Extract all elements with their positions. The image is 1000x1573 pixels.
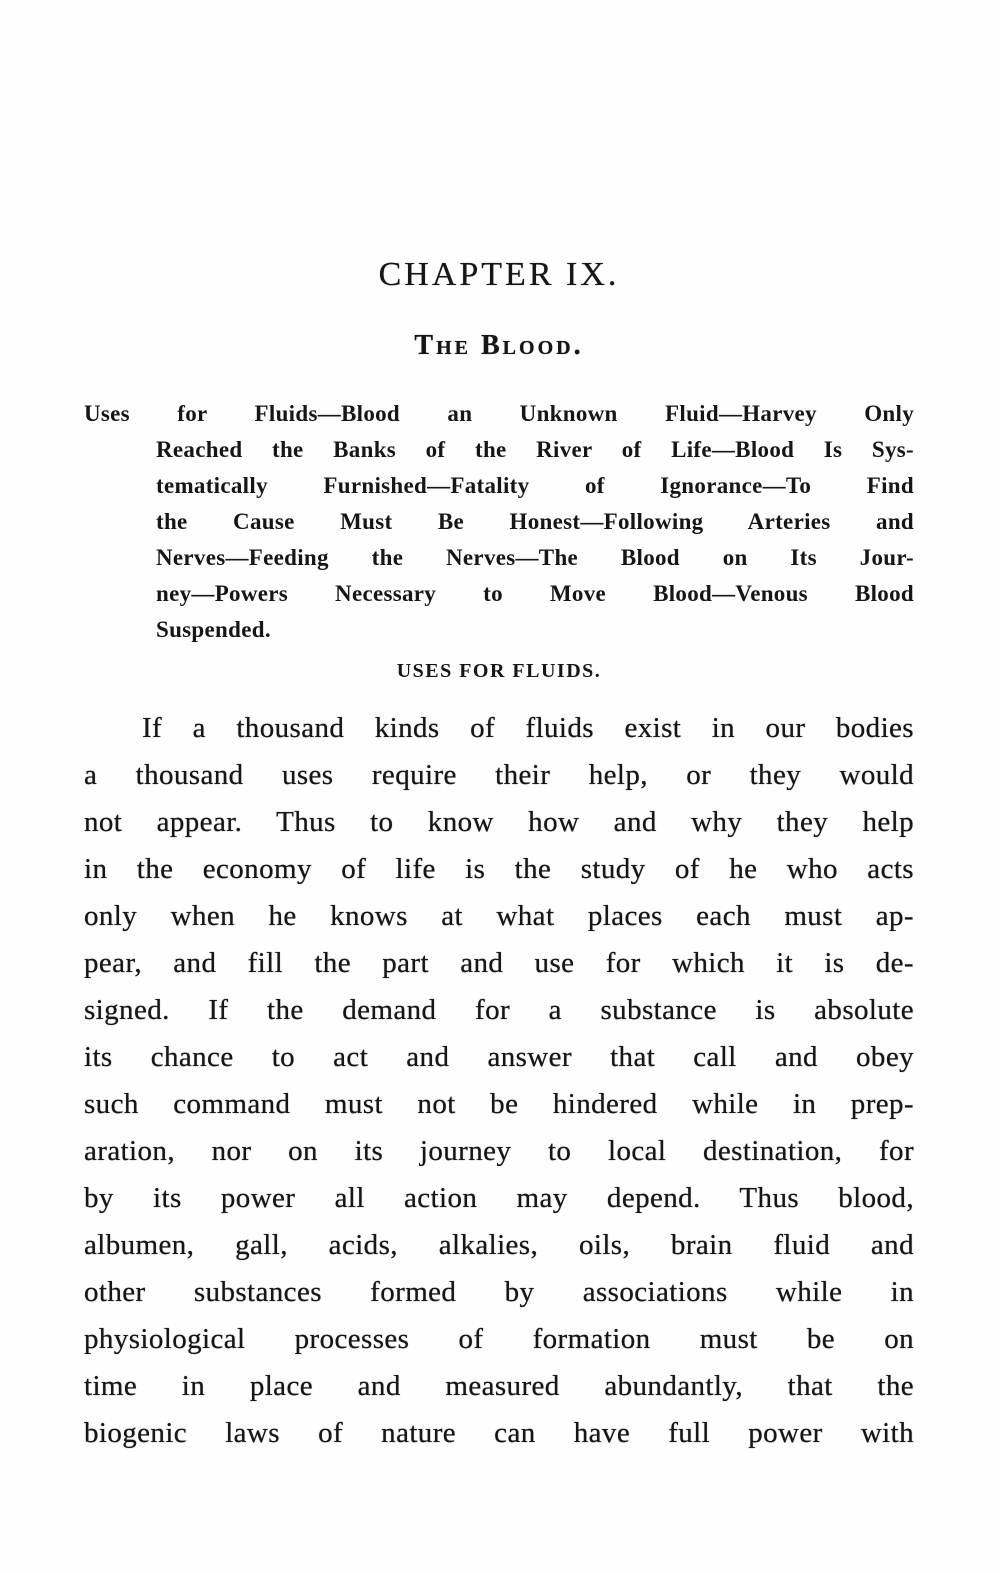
text-line: its chance to act and answer that call and obey — [84, 1041, 914, 1073]
text-line: such command must not be hindered while in prep- — [84, 1088, 914, 1120]
text-line: a thousand uses require their help, or they would — [84, 759, 914, 791]
text-line: not appear. Thus to know how and why they help — [84, 806, 914, 838]
text-line: tematically Furnished—Fatality of Ignorance—To Find — [156, 473, 914, 498]
text-line: aration, nor on its journey to local destination, for — [84, 1135, 914, 1167]
chapter-synopsis — [84, 396, 914, 648]
text-line: Reached the Banks of the River of Life—Blood Is Sys- — [156, 437, 914, 462]
chapter-heading: CHAPTER IX. — [378, 256, 620, 293]
section-heading: USES FOR FLUIDS. — [396, 660, 602, 682]
text-line: other substances formed by associations while in — [84, 1276, 914, 1308]
text-line: If a thousand kinds of fluids exist in our bodies — [142, 712, 914, 744]
text-line: in the economy of life is the study of he who acts — [84, 853, 914, 885]
text-line: ney—Powers Necessary to Move Blood—Venous Blood — [156, 581, 914, 606]
text-line: only when he knows at what places each must ap- — [84, 900, 914, 932]
text-line: Uses for Fluids—Blood an Unknown Fluid—Harvey Only — [84, 401, 914, 426]
text-line: the Cause Must Be Honest—Following Arteries and — [156, 509, 914, 534]
text-line: time in place and measured abundantly, that the — [84, 1370, 914, 1402]
text-line: Nerves—Feeding the Nerves—The Blood on Its Jour- — [156, 545, 914, 570]
chapter-title: The Blood. — [414, 330, 584, 361]
text-line: pear, and fill the part and use for which it is de- — [84, 947, 914, 979]
text-line: physiological processes of formation must be on — [84, 1323, 914, 1355]
text-line: albumen, gall, acids, alkalies, oils, brain fluid and — [84, 1229, 914, 1261]
text-line: signed. If the demand for a substance is absolute — [84, 994, 914, 1026]
body-paragraph — [84, 705, 914, 1457]
text-line: by its power all action may depend. Thus blood, — [84, 1182, 914, 1214]
text-line: Suspended. — [156, 617, 271, 642]
text-line: biogenic laws of nature can have full power with — [84, 1417, 914, 1449]
